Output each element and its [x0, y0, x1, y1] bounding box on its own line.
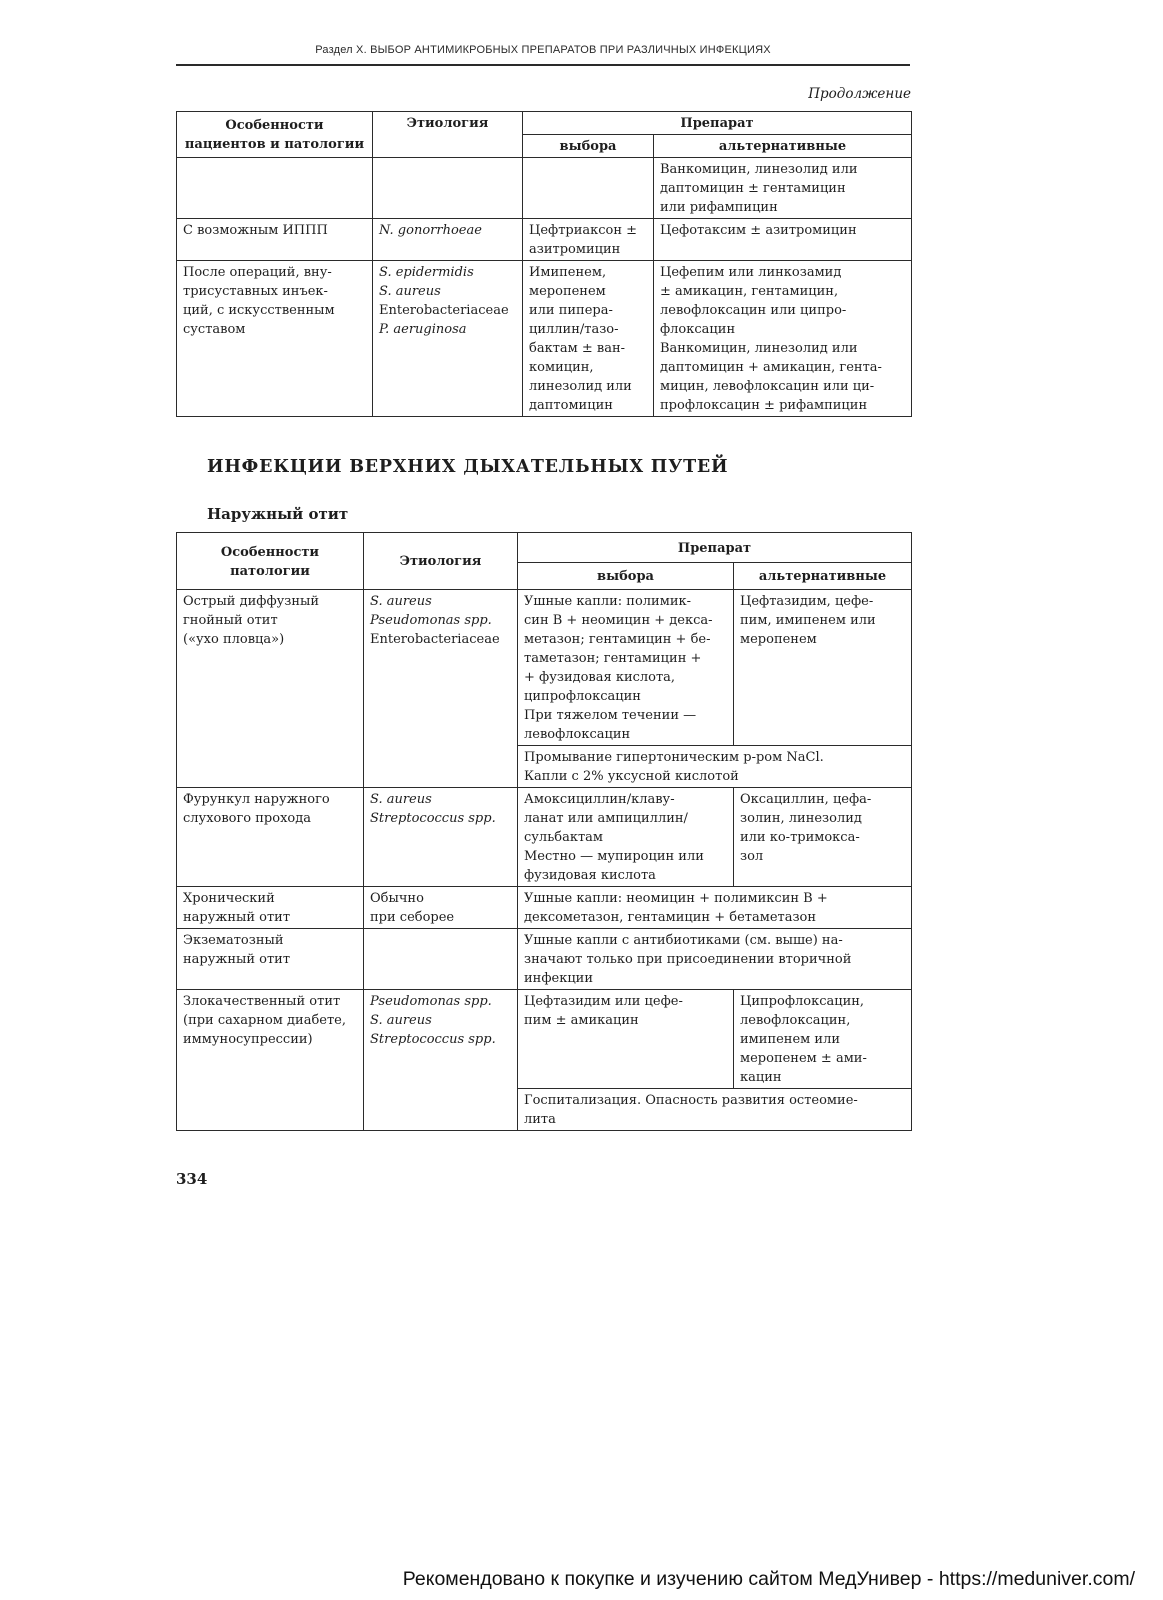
organism: S. aureus	[370, 792, 432, 807]
table-row	[177, 219, 912, 261]
cell-pathology: Острый диффузный гнойный отит («ухо пловца»)	[177, 590, 364, 788]
col-header-alternative: альтернативные	[734, 563, 912, 590]
col-header-drug: Препарат	[523, 112, 912, 135]
table-row	[177, 158, 912, 219]
table-header-row	[177, 533, 912, 563]
col-header-pathology: Особенности патологии	[177, 533, 364, 590]
page-number: 334	[176, 1170, 208, 1188]
cell-choice	[523, 158, 654, 219]
cell-pathology: Экзематозный наружный отит	[177, 929, 364, 990]
cell-pathology: Фурункул наружного слухового прохода	[177, 788, 364, 887]
antibiotics-table-continued	[176, 111, 912, 417]
organism: Pseudomonas spp.	[370, 613, 492, 628]
organism: Pseudomonas spp.	[370, 994, 492, 1009]
col-header-etiology: Этиология	[364, 533, 518, 590]
cell-patients: С возможным ИППП	[177, 219, 373, 261]
cell-choice: Цефтазидим или цефе- пим ± амикацин	[518, 990, 734, 1089]
col-header-drug: Препарат	[518, 533, 912, 563]
cell-pathology: Злокачественный отит (при сахарном диабете, иммуносупрессии)	[177, 990, 364, 1131]
cell-note: Промывание гипертоническим р-ром NaCl. Капли с 2% уксусной кислотой	[518, 746, 912, 788]
cell-etiology	[373, 158, 523, 219]
cell-alternative: Оксациллин, цефа- золин, линезолид или ко-тримокса- зол	[734, 788, 912, 887]
cell-treatment: Ушные капли: неомицин + полимиксин В + дексометазон, гентамицин + бетаметазон	[518, 887, 912, 929]
header-rule	[176, 64, 910, 66]
cell-alternative: Цефотаксим ± азитромицин	[654, 219, 912, 261]
cell-alternative: Цефтазидим, цефе- пим, имипенем или меропенем	[734, 590, 912, 746]
cell-choice: Ушные капли: полимик- син В + неомицин + декса- метазон; гентамицин + бе- таметазон; гентамицин + + фузидовая кислота, ципрофлоксацин При тяжелом течении — левофлоксацин	[518, 590, 734, 746]
cell-choice: Амоксициллин/клаву- ланат или ампициллин/ сульбактам Местно — мупироцин или фузидовая кислота	[518, 788, 734, 887]
organism: P. aeruginosa	[379, 322, 467, 337]
cell-etiology: N. gonorrhoeae	[373, 219, 523, 261]
organism: S. aureus	[370, 1013, 432, 1028]
cell-treatment: Ушные капли с антибиотиками (см. выше) на- значают только при присоединении вторичной инфекции	[518, 929, 912, 990]
cell-etiology	[364, 590, 518, 788]
organism: Streptococcus spp.	[370, 811, 496, 826]
cell-patients: После операций, вну- трисуставных инъек- ций, с искусственным суставом	[177, 261, 373, 417]
col-header-etiology: Этиология	[373, 112, 523, 158]
table-row	[177, 887, 912, 929]
cell-etiology	[364, 990, 518, 1131]
cell-etiology	[364, 788, 518, 887]
cell-etiology: Обычно при себорее	[364, 887, 518, 929]
organism: S. aureus	[370, 594, 432, 609]
subsection-title: Наружный отит	[207, 505, 349, 523]
cell-pathology: Хронический наружный отит	[177, 887, 364, 929]
organism: S. aureus	[379, 284, 441, 299]
col-header-choice: выбора	[523, 135, 654, 158]
cell-choice: Цефтриаксон ± азитромицин	[523, 219, 654, 261]
table-row	[177, 788, 912, 887]
organism: Streptococcus spp.	[370, 1032, 496, 1047]
col-header-patients: Особенности пациентов и патологии	[177, 112, 373, 158]
col-header-choice: выбора	[518, 563, 734, 590]
col-header-alternative: альтернативные	[654, 135, 912, 158]
cell-alternative: Ванкомицин, линезолид или даптомицин ± гентамицин или рифампицин	[654, 158, 912, 219]
table-row	[177, 590, 912, 746]
table-row	[177, 261, 912, 417]
external-otitis-table	[176, 532, 912, 1131]
continued-label: Продолжение	[808, 86, 911, 102]
table-header-row	[177, 112, 912, 135]
cell-patients	[177, 158, 373, 219]
cell-note: Госпитализация. Опасность развития остеомие- лита	[518, 1089, 912, 1131]
running-head: Раздел X. ВЫБОР АНТИМИКРОБНЫХ ПРЕПАРАТОВ ПРИ РАЗЛИЧНЫХ ИНФЕКЦИЯХ	[315, 44, 771, 56]
organism: Enterobacteriaceae	[379, 303, 509, 318]
organism: Enterobacteriaceae	[370, 632, 500, 647]
section-title: ИНФЕКЦИИ ВЕРХНИХ ДЫХАТЕЛЬНЫХ ПУТЕЙ	[207, 457, 729, 477]
cell-etiology	[373, 261, 523, 417]
cell-alternative: Цефепим или линкозамид ± амикацин, гентамицин, левофлоксацин или ципро- флоксацин Ванкомицин, линезолид или даптомицин + амикацин, гента- мицин, левофлоксацин или ци- профлоксацин ± рифампицин	[654, 261, 912, 417]
watermark-link[interactable]: Рекомендовано к покупке и изучению сайтом МедУнивер - https://meduniver.com/	[402, 1568, 1135, 1590]
organism: S. epidermidis	[379, 265, 474, 280]
table-row	[177, 929, 912, 990]
cell-etiology	[364, 929, 518, 990]
table-row	[177, 990, 912, 1089]
cell-alternative: Ципрофлоксацин, левофлоксацин, имипенем или меропенем ± ами- кацин	[734, 990, 912, 1089]
cell-choice: Имипенем, меропенем или пипера- циллин/тазо- бактам ± ван- комицин, линезолид или даптомицин	[523, 261, 654, 417]
